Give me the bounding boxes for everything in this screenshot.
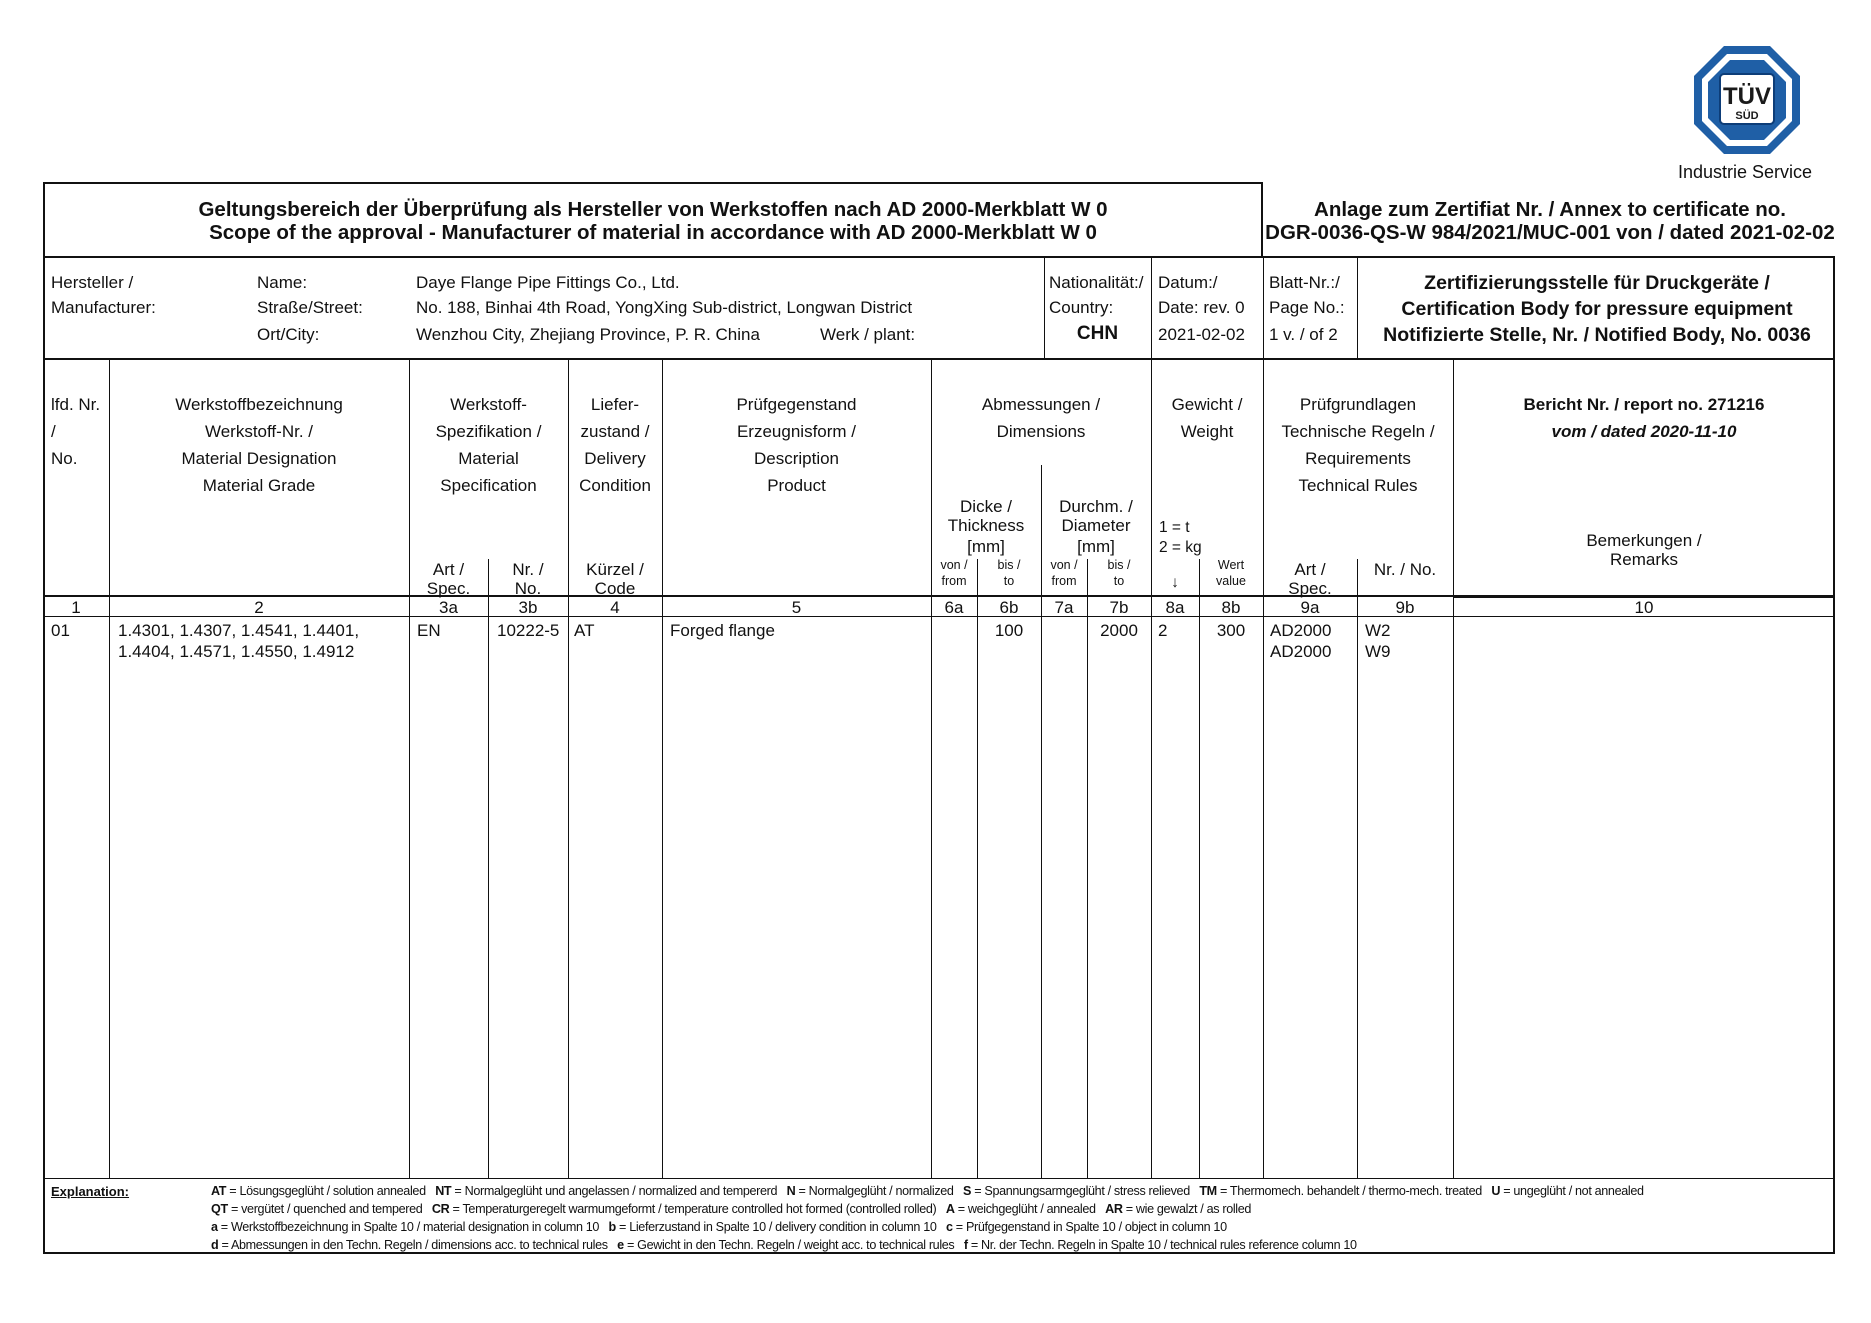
row-rules-nr-1: W2: [1365, 621, 1391, 640]
manufacturer-label: Hersteller /: [51, 273, 134, 292]
col-rules-header-4: Technical Rules: [1298, 476, 1418, 495]
annex-certificate: DGR-0036-QS-W 984/2021/MUC-001 von / dated 2021-02-02: [1265, 221, 1835, 244]
col-spec-header-1: Werkstoff-: [450, 395, 527, 414]
column-number-10: 10: [1634, 598, 1654, 617]
explanation-code: e: [617, 1238, 624, 1252]
manufacturer-label-en: Manufacturer:: [51, 298, 156, 317]
cert-body-de: Zertifizierungsstelle für Druckgeräte /: [1424, 272, 1770, 294]
column-number-6b: 6b: [999, 598, 1019, 617]
explanation-line2: [211, 1203, 1251, 1216]
col-delivery-header-2: zustand /: [580, 422, 650, 441]
col-product-header-4: Product: [767, 476, 826, 495]
explanation-code: CR: [431, 1202, 450, 1216]
scope-table: [43, 182, 1835, 1254]
col-rules-header-3: Requirements: [1305, 449, 1411, 468]
report-date: vom / dated 2020-11-10: [1551, 422, 1737, 441]
col-spec-art-2: Spec.: [426, 579, 471, 598]
explanation-code: f: [963, 1238, 968, 1252]
row-weight-unit: 2: [1158, 621, 1168, 640]
row-spec-nr: 10222-5: [497, 621, 560, 640]
col-material-header-1: Werkstoffbezeichnung: [175, 395, 343, 414]
row-diameter-to: 2000: [1100, 621, 1138, 640]
col-no-header-1: lfd. Nr.: [51, 395, 101, 414]
column-number-2: 2: [254, 598, 264, 617]
page-label: Blatt-Nr.:/: [1269, 273, 1340, 292]
col-dimensions-header-2: Dimensions: [996, 422, 1086, 441]
col-7b-to-1: bis /: [1107, 558, 1131, 572]
col-thickness-1: Dicke /: [960, 497, 1012, 516]
col-7a-from-1: von /: [1050, 558, 1078, 572]
col-material-header-3: Material Designation: [181, 449, 337, 468]
explanation-text: = Thermomech. behandelt / thermo-mech. treated: [1216, 1184, 1482, 1198]
explanation-code: c: [945, 1220, 953, 1234]
title-de: Geltungsbereich der Überprüfung als Hersteller von Werkstoffen nach AD 2000-Merkblatt W 0: [198, 198, 1108, 221]
col-product-header-3: Description: [753, 449, 840, 468]
col-thickness-2: Thickness: [947, 516, 1025, 535]
column-number-9b: 9b: [1395, 598, 1415, 617]
col-weight-value-2: value: [1216, 574, 1246, 588]
row-thickness-to: 100: [994, 621, 1024, 640]
row-rules-nr-2: W9: [1365, 642, 1391, 661]
logo-caption: Industrie Service: [1677, 162, 1813, 182]
title-en: Scope of the approval - Manufacturer of material in accordance with AD 2000-Merkblatt W 0: [209, 221, 1097, 244]
col-diameter-3: [mm]: [1077, 537, 1115, 556]
col-spec-art-1: Art /: [432, 560, 465, 579]
col-no-header-2: /: [51, 422, 56, 441]
col-diameter-2: Diameter: [1061, 516, 1131, 535]
col-6a-from-2: from: [941, 574, 967, 588]
col-code-2: Code: [594, 579, 636, 598]
column-number-7b: 7b: [1109, 598, 1129, 617]
column-number-9a: 9a: [1300, 598, 1320, 617]
column-number-4: 4: [610, 598, 620, 617]
explanation-text: = vergütet / quenched and tempered: [227, 1202, 423, 1216]
col-remarks-header-2: Remarks: [1609, 550, 1678, 569]
column-number-8a: 8a: [1165, 598, 1185, 617]
explanation-code: AT: [211, 1184, 227, 1198]
col-7a-from-2: from: [1051, 574, 1077, 588]
row-rules-art-2: AD2000: [1270, 642, 1332, 661]
explanation-text: = Lösungsgeglüht / solution annealed: [226, 1184, 426, 1198]
explanation-code: AR: [1105, 1202, 1123, 1216]
explanation-text: = Gewicht in den Techn. Regeln / weight acc. to technical rules: [623, 1238, 955, 1252]
col-remarks-header-1: Bemerkungen /: [1586, 531, 1702, 550]
col-no-header-3: No.: [51, 449, 78, 468]
col-material-header-2: Werkstoff-Nr. /: [204, 422, 313, 441]
manufacturer-street: No. 188, Binhai 4th Road, YongXing Sub-district, Longwan District: [416, 298, 913, 317]
manufacturer-city: Wenzhou City, Zhejiang Province, P. R. China: [416, 325, 760, 344]
col-6a-from-1: von /: [940, 558, 968, 572]
row-weight-value: 300: [1216, 621, 1246, 640]
tuv-logo-mark: TÜV: [1723, 83, 1771, 110]
explanation-code: A: [945, 1202, 955, 1216]
explanation-line1: [211, 1185, 1644, 1198]
row-product: Forged flange: [670, 621, 775, 640]
col-diameter-1: Durchm. /: [1059, 497, 1133, 516]
col-weight-value-1: Wert: [1217, 558, 1245, 572]
cert-body-en: Certification Body for pressure equipment: [1401, 298, 1793, 320]
explanation-text: = Normalgeglüht und angelassen / normalized and tempererd: [451, 1184, 778, 1198]
weight-key-t: 1 = t: [1159, 519, 1190, 536]
explanation-text: = Temperaturgeregelt warmumgeformt / temperature controlled hot formed (controlled rolled): [449, 1202, 937, 1216]
weight-down-arrow-icon: ↓: [1171, 574, 1179, 591]
col-rules-art-2: Spec.: [1288, 579, 1332, 598]
weight-key-kg: 2 = kg: [1159, 539, 1202, 556]
report-number: Bericht Nr. / report no. 271216: [1523, 395, 1765, 414]
explanation-text: = Abmessungen in den Techn. Regeln / dimensions acc. to technical rules: [218, 1238, 608, 1252]
explanation-code: TM: [1199, 1184, 1217, 1198]
explanation-text: = wie gewalzt / as rolled: [1122, 1202, 1252, 1216]
col-spec-header-3: Material: [458, 449, 519, 468]
explanation-text: = weichgeglüht / annealed: [954, 1202, 1096, 1216]
col-delivery-header-3: Delivery: [584, 449, 646, 468]
country-label: Country:: [1049, 298, 1114, 317]
col-rules-art-1: Art /: [1294, 560, 1326, 579]
manufacturer-name: Daye Flange Pipe Fittings Co., Ltd.: [416, 273, 680, 292]
explanation-line3: [211, 1221, 1227, 1234]
col-rules-nr: Nr. / No.: [1373, 560, 1437, 579]
col-thickness-3: [mm]: [967, 537, 1005, 556]
explanation-line4: [211, 1239, 1357, 1252]
row-rules-art-1: AD2000: [1270, 621, 1332, 640]
annex-title: Anlage zum Zertifiat Nr. / Annex to certificate no.: [1314, 198, 1786, 221]
explanation-text: = Lieferzustand in Spalte 10 / delivery condition in column 10: [615, 1220, 937, 1234]
column-number-3a: 3a: [439, 598, 458, 617]
tuv-logo: [1692, 44, 1802, 156]
country-value: CHN: [1076, 323, 1119, 344]
col-weight-header-1: Gewicht /: [1171, 395, 1243, 414]
col-6b-to-2: to: [1003, 574, 1015, 588]
column-number-6a: 6a: [944, 598, 964, 617]
explanation-code: N: [786, 1184, 796, 1198]
col-spec-header-4: Specification: [440, 476, 537, 495]
col-spec-header-2: Spezifikation /: [435, 422, 542, 441]
explanation-label: Explanation:: [51, 1184, 130, 1199]
col-rules-header-2: Technische Regeln /: [1281, 422, 1435, 441]
col-material-header-4: Material Grade: [202, 476, 316, 495]
explanation-code: S: [963, 1184, 972, 1198]
col-spec-nr-2: No.: [514, 579, 542, 598]
col-delivery-header-4: Condition: [579, 476, 651, 495]
street-label: Straße/Street:: [257, 298, 363, 317]
row-spec-art: EN: [417, 621, 441, 640]
col-product-header-1: Prüfgegenstand: [736, 395, 857, 414]
explanation-text: = ungeglüht / not annealed: [1500, 1184, 1644, 1198]
col-weight-header-2: Weight: [1180, 422, 1234, 441]
explanation-text: = Prüfgegenstand in Spalte 10 / object in column 10: [952, 1220, 1227, 1234]
column-number-7a: 7a: [1054, 598, 1074, 617]
col-dimensions-header-1: Abmessungen /: [981, 395, 1101, 414]
date-value: 2021-02-02: [1158, 325, 1245, 344]
col-rules-header-1: Prüfgrundlagen: [1299, 395, 1417, 414]
row-no: 01: [51, 621, 70, 640]
page-label-en: Page No.:: [1269, 298, 1345, 317]
explanation-code: d: [211, 1238, 219, 1252]
explanation-code: U: [1491, 1184, 1501, 1198]
column-number-3b: 3b: [518, 598, 538, 617]
nationality-label: Nationalität:/: [1049, 273, 1144, 292]
explanation-code: a: [211, 1220, 218, 1234]
row-material-line-2: 1.4404, 1.4571, 1.4550, 1.4912: [118, 642, 355, 661]
date-label: Datum:/: [1158, 273, 1218, 292]
column-number-1: 1: [71, 598, 81, 617]
col-product-header-2: Erzeugnisform /: [736, 422, 857, 441]
name-label: Name:: [257, 273, 308, 292]
explanation-code: b: [608, 1220, 616, 1234]
date-revision: Date: rev. 0: [1158, 298, 1245, 317]
column-number-8b: 8b: [1221, 598, 1241, 617]
row-material-line-1: 1.4301, 1.4307, 1.4541, 1.4401,: [118, 621, 360, 640]
explanation-text: = Normalgeglüht / normalized: [795, 1184, 954, 1198]
plant-label: Werk / plant:: [820, 325, 916, 344]
col-7b-to-2: to: [1113, 574, 1125, 588]
explanation-text: = Spannungsarmgeglüht / stress relieved: [971, 1184, 1190, 1198]
city-label: Ort/City:: [257, 325, 320, 344]
col-spec-nr-1: Nr. /: [512, 560, 544, 579]
col-delivery-header-1: Liefer-: [590, 395, 640, 414]
explanation-text: = Werkstoffbezeichnung in Spalte 10 / material designation in column 10: [217, 1220, 600, 1234]
explanation-code: QT: [211, 1202, 228, 1216]
page-value: 1 v. / of 2: [1269, 325, 1338, 344]
explanation-code: NT: [435, 1184, 452, 1198]
tuv-logo-sub: SÜD: [1735, 110, 1759, 122]
col-6b-to-1: bis /: [997, 558, 1021, 572]
notified-body: Notifizierte Stelle, Nr. / Notified Body, No. 0036: [1383, 324, 1811, 346]
row-delivery-code: AT: [574, 621, 595, 640]
explanation-text: = Nr. der Techn. Regeln in Spalte 10 / technical rules reference column 10: [967, 1238, 1357, 1252]
col-code-1: Kürzel /: [586, 560, 644, 579]
column-number-5: 5: [791, 598, 802, 617]
